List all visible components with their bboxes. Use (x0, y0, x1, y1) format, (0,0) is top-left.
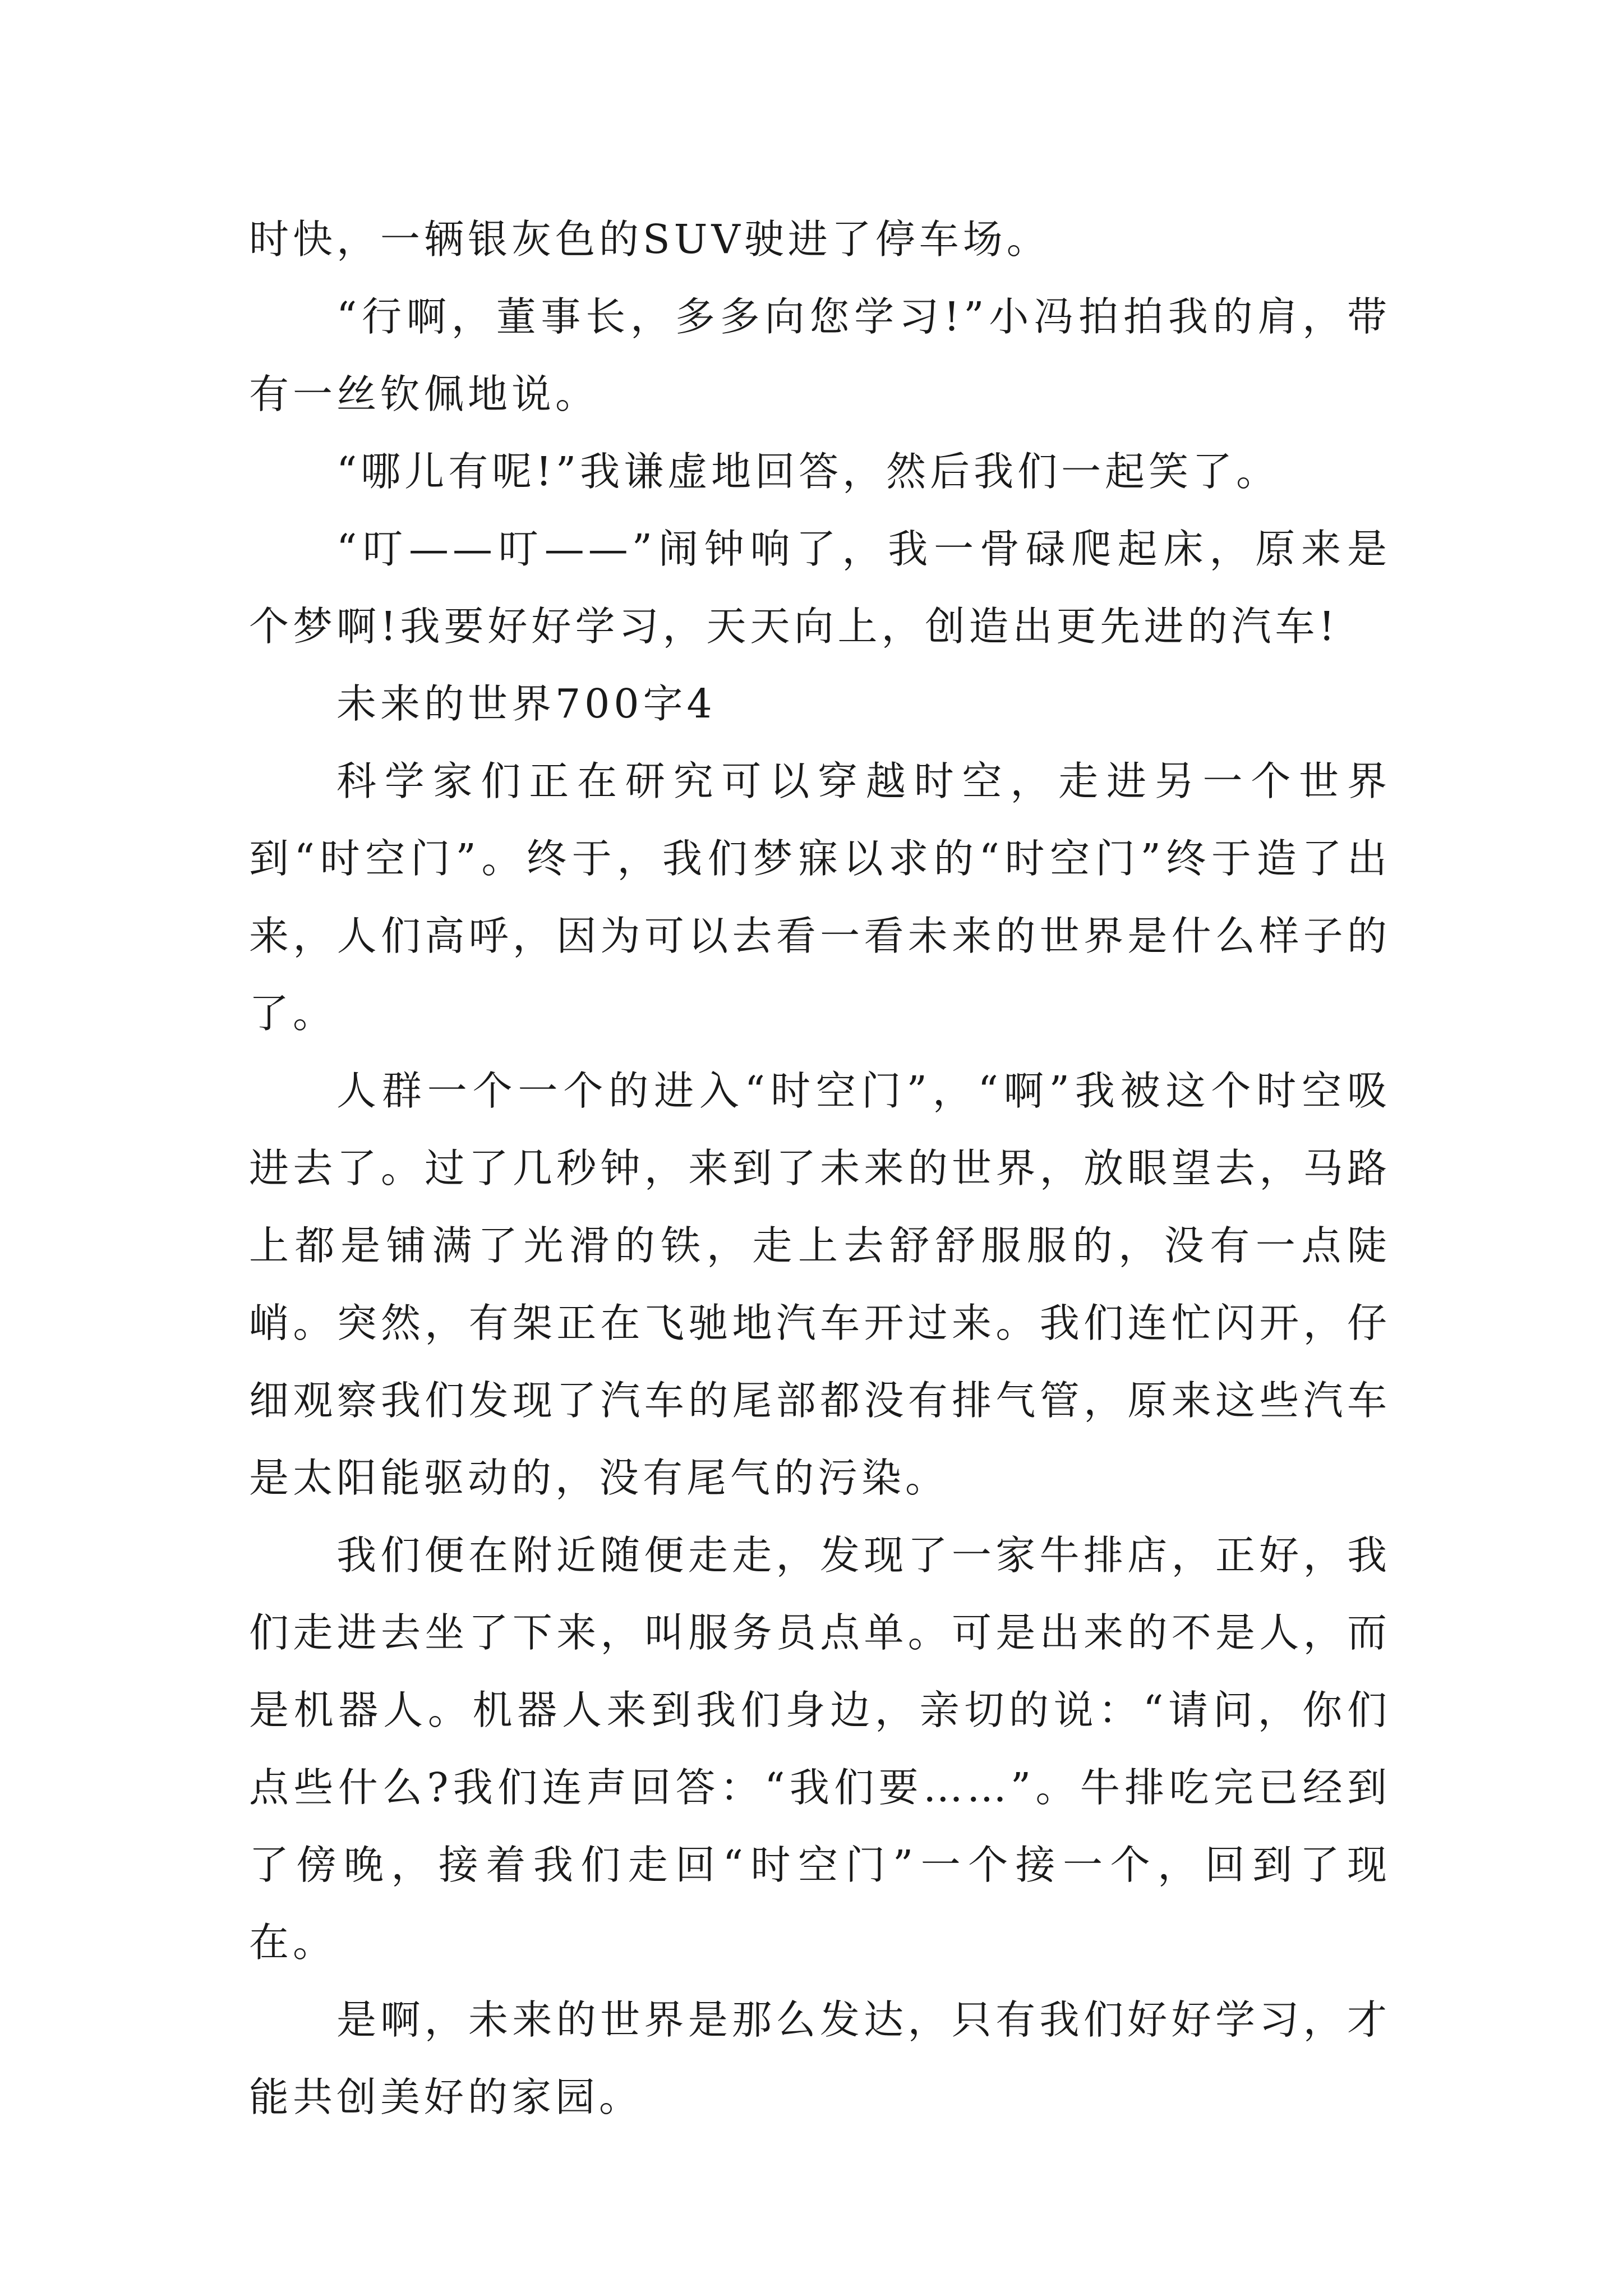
section-heading: 未来的世界700字4 (336, 680, 716, 727)
paragraph-4: “叮——叮——”闹钟响了，我一骨碌爬起床，原来是个梦啊!我要好好学习，天天向上，创造出更先进的汽车! (249, 526, 1391, 650)
paragraph-3: “哪儿有呢!”我谦虚地回答，然后我们一起笑了。 (336, 448, 1280, 495)
paragraph-7: 我们便在附近随便走走，发现了一家牛排店，正好，我们走进去坐了下来，叫服务员点单。可是出来的不是人，而是机器人。机器人来到我们身边，亲切的说：“请问，你们点些什么?我们连声回答：“我们要……”。牛排吃完已经到了傍晚，接着我们走回“时空门”一个接一个，回到了现在。 (249, 1532, 1391, 1966)
paragraph-6: 人群一个一个的进入“时空门”，“啊”我被这个时空吸进去了。过了几秒钟，来到了未来的世界，放眼望去，马路上都是铺满了光滑的铁，走上去舒舒服服的，没有一点陡峭。突然，有架正在飞驰地汽车开过来。我们连忙闪开，仔细观察我们发现了汽车的尾部都没有排气管，原来这些汽车是太阳能驱动的，没有尾气的污染。 (249, 1068, 1391, 1501)
paragraph-1: 时快，一辆银灰色的SUV驶进了停车场。 (249, 216, 1050, 263)
paragraph-5: 科学家们正在研究可以穿越时空，走进另一个世界到“时空门”。终于，我们梦寐以求的“时空门”终于造了出来，人们高呼，因为可以去看一看未来的世界是什么样子的了。 (249, 758, 1391, 1037)
paragraph-8: 是啊，未来的世界是那么发达，只有我们好好学习，才能共创美好的家园。 (249, 1996, 1391, 2120)
body-text (249, 201, 1391, 2136)
paragraph-2: “行啊，董事长，多多向您学习!”小冯拍拍我的肩，带有一丝钦佩地说。 (249, 293, 1391, 417)
